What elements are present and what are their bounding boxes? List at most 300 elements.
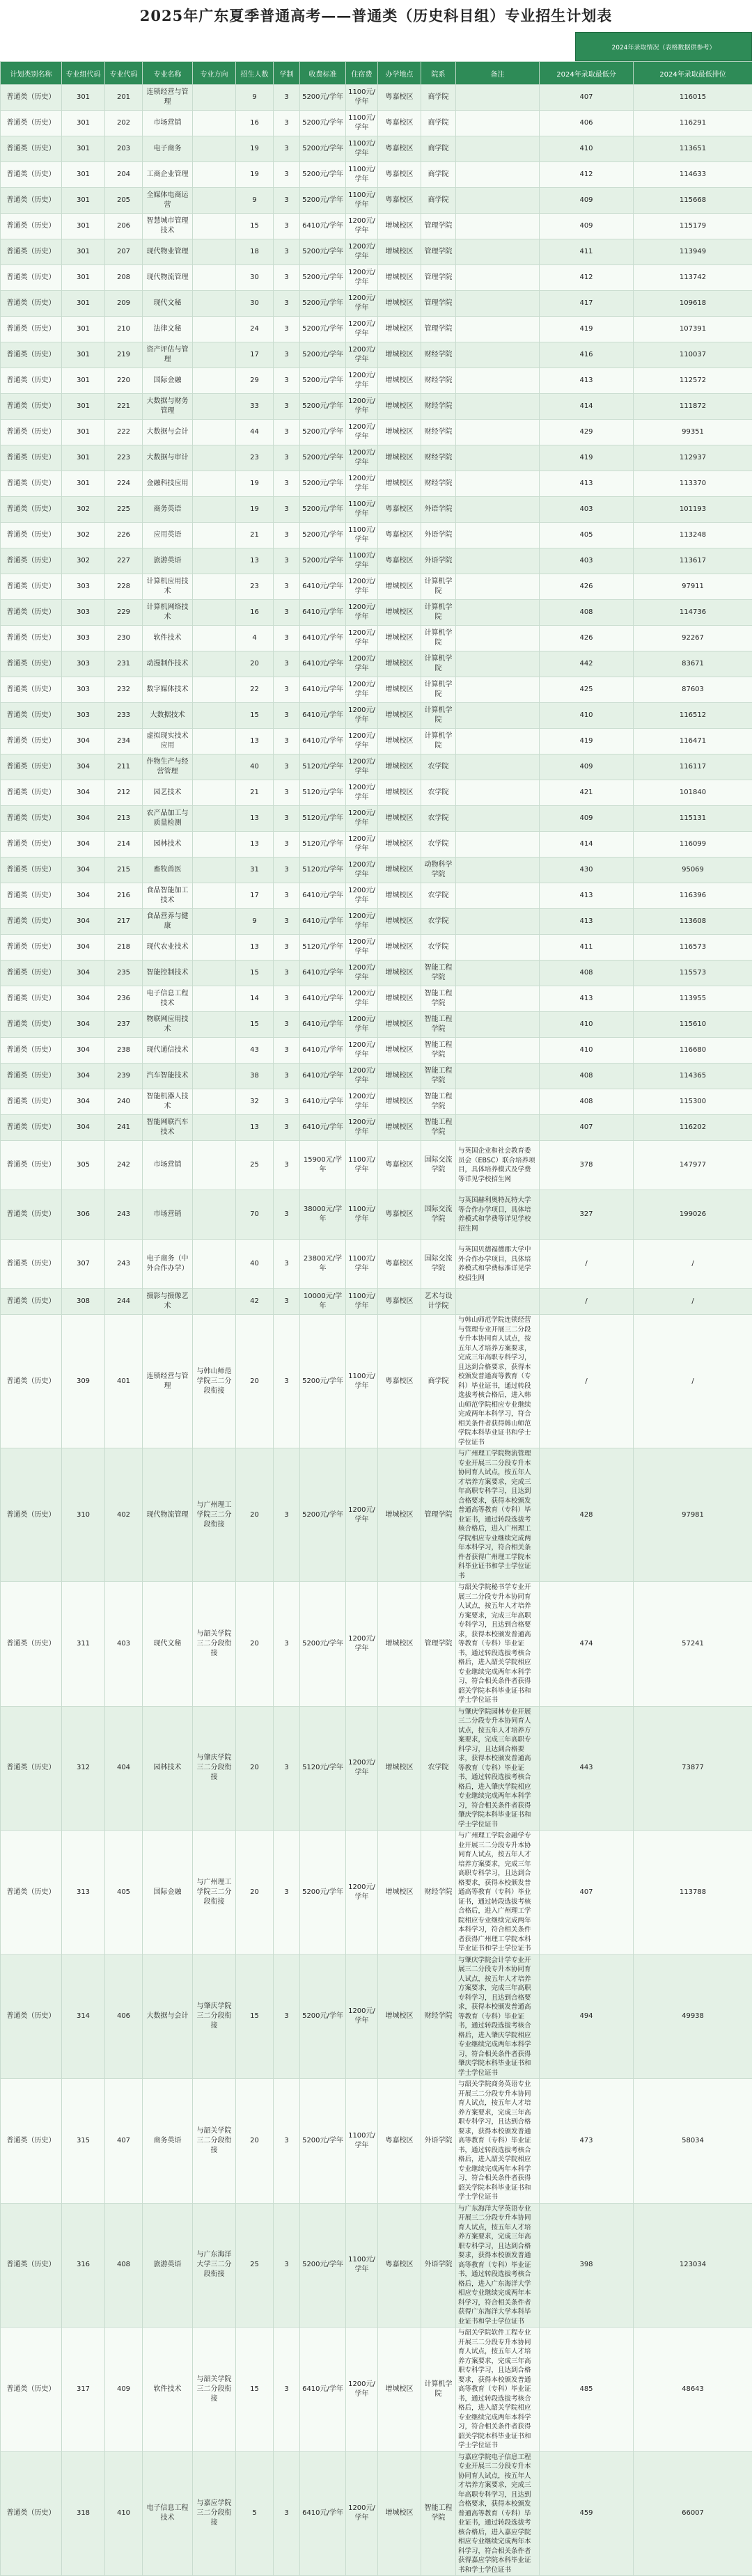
note-cell bbox=[456, 858, 540, 883]
table-cell: 223 bbox=[105, 445, 143, 471]
table-cell: 442 bbox=[540, 651, 634, 677]
table-row bbox=[1, 445, 752, 471]
table-cell: 5200元/学年 bbox=[300, 342, 346, 368]
table-cell: 5200元/学年 bbox=[300, 523, 346, 548]
table-cell: 粤嘉校区 bbox=[378, 2203, 421, 2328]
table-cell bbox=[193, 626, 236, 651]
table-cell: 412 bbox=[540, 162, 634, 188]
table-cell: 增城校区 bbox=[378, 600, 421, 626]
table-cell: 38 bbox=[236, 1064, 274, 1089]
table-cell: 3 bbox=[274, 832, 300, 858]
table-row bbox=[1, 806, 752, 832]
table-cell: 474 bbox=[540, 1582, 634, 1707]
table-cell: 增城校区 bbox=[378, 1582, 421, 1707]
table-cell: 430 bbox=[540, 858, 634, 883]
note-cell: 与肇庆学院会计学专业开展三二分段专升本协同育人试点，按五年人才培养方案要求，完成三年高职专科学习，且达到合格要求，获得本校颁发普通高等教育（专科）毕业证书，通过转段选拔考核合格后，进入肇庆学院相应专业继续完成两年本科学习，符合相关条件者获得肇庆学院本科毕业证书和学士学位证书 bbox=[456, 1954, 540, 2079]
table-cell: 398 bbox=[540, 2203, 634, 2328]
note-cell: 与广东海洋大学英语专业开展三二分段专升本协同育人试点，按五年人才培养方案要求，完成三年高职专科学习，且达到合格要求，获得本校颁发普通高等教育（专科）毕业证书，通过转段选拔考核合格后，进入广东海洋大学相应专业继续完成两年本科学习，符合相关条件者获得广东海洋大学本科毕业证书和学士学位证书 bbox=[456, 2203, 540, 2328]
table-row bbox=[1, 1038, 752, 1064]
table-cell: 417 bbox=[540, 291, 634, 317]
table-cell: 15 bbox=[236, 961, 274, 986]
table-cell: 25 bbox=[236, 1141, 274, 1190]
table-row bbox=[1, 883, 752, 909]
table-cell: 407 bbox=[540, 1831, 634, 1955]
table-cell: 与广东海洋大学三二分段衔接 bbox=[193, 2203, 236, 2328]
table-cell: 1200元/学年 bbox=[346, 1831, 378, 1955]
table-cell: 1200元/学年 bbox=[346, 1038, 378, 1064]
table-cell: 304 bbox=[62, 754, 105, 780]
table-cell bbox=[193, 239, 236, 265]
table-cell: 116680 bbox=[634, 1038, 752, 1064]
column-header: 住宿费 bbox=[346, 62, 378, 85]
table-cell: 外语学院 bbox=[421, 548, 456, 574]
table-cell: 115573 bbox=[634, 961, 752, 986]
table-cell: 3 bbox=[274, 1831, 300, 1955]
table-cell: 智能工程学院 bbox=[421, 1089, 456, 1115]
table-cell: 73877 bbox=[634, 1706, 752, 1831]
table-cell: 237 bbox=[105, 1012, 143, 1038]
table-cell: 管理学院 bbox=[421, 1448, 456, 1582]
note-cell bbox=[456, 471, 540, 497]
note-cell bbox=[456, 317, 540, 342]
table-cell: 304 bbox=[62, 858, 105, 883]
table-cell bbox=[193, 986, 236, 1012]
table-cell: 1200元/学年 bbox=[346, 2451, 378, 2576]
table-cell: 20 bbox=[236, 1706, 274, 1831]
table-cell: 现代文秘 bbox=[143, 1582, 193, 1707]
table-cell: 220 bbox=[105, 368, 143, 394]
table-cell: 1200元/学年 bbox=[346, 832, 378, 858]
table-cell: 236 bbox=[105, 986, 143, 1012]
table-cell: 国际交流学院 bbox=[421, 1240, 456, 1289]
table-cell: 计算机学院 bbox=[421, 651, 456, 677]
table-cell: 304 bbox=[62, 1064, 105, 1089]
table-cell: 普通类（历史） bbox=[1, 1141, 62, 1190]
table-cell: 9 bbox=[236, 909, 274, 935]
table-cell: 405 bbox=[540, 523, 634, 548]
table-cell: 普通类（历史） bbox=[1, 858, 62, 883]
table-cell: 计算机学院 bbox=[421, 2328, 456, 2452]
table-cell: 与韶关学院三二分段衔接 bbox=[193, 2328, 236, 2452]
table-row bbox=[1, 1289, 752, 1315]
note-cell bbox=[456, 394, 540, 420]
note-cell bbox=[456, 883, 540, 909]
table-row bbox=[1, 729, 752, 754]
note-cell: 与韶关学院商务英语专业开展三二分段专升本协同育人试点，按五年人才培养方案要求，完成三年高职专科学习，且达到合格要求，获得本校颁发普通高等教育（专科）毕业证书，通过转段选拔考核合格后，进入韶关学院相应专业继续完成两年本科学习，符合相关条件者获得韶关学院本科毕业证书和学士学位证书 bbox=[456, 2079, 540, 2204]
table-cell: 1100元/学年 bbox=[346, 85, 378, 111]
table-cell: 3 bbox=[274, 394, 300, 420]
table-cell: 普通类（历史） bbox=[1, 291, 62, 317]
table-cell: 225 bbox=[105, 497, 143, 523]
note-cell bbox=[456, 832, 540, 858]
table-cell: 303 bbox=[62, 651, 105, 677]
note-cell bbox=[456, 626, 540, 651]
table-cell: 15 bbox=[236, 1012, 274, 1038]
table-cell: 411 bbox=[540, 239, 634, 265]
table-cell: 301 bbox=[62, 265, 105, 291]
table-cell: 增城校区 bbox=[378, 1831, 421, 1955]
table-cell: 40 bbox=[236, 754, 274, 780]
table-cell: 农学院 bbox=[421, 754, 456, 780]
table-cell: 1200元/学年 bbox=[346, 1089, 378, 1115]
table-cell: 旅游英语 bbox=[143, 2203, 193, 2328]
note-cell bbox=[456, 651, 540, 677]
table-cell: 粤嘉校区 bbox=[378, 162, 421, 188]
table-cell: 农学院 bbox=[421, 806, 456, 832]
table-cell: 410 bbox=[540, 1012, 634, 1038]
table-cell: 普通类（历史） bbox=[1, 368, 62, 394]
table-cell: 226 bbox=[105, 523, 143, 548]
table-cell bbox=[193, 471, 236, 497]
table-cell: 1200元/学年 bbox=[346, 1954, 378, 2079]
note-cell bbox=[456, 1289, 540, 1315]
table-cell: 217 bbox=[105, 909, 143, 935]
table-cell: 428 bbox=[540, 1448, 634, 1582]
table-cell: 58034 bbox=[634, 2079, 752, 2204]
table-cell bbox=[193, 883, 236, 909]
table-cell: 38000元/学年 bbox=[300, 1190, 346, 1240]
table-cell: 5200元/学年 bbox=[300, 188, 346, 214]
table-cell: 农学院 bbox=[421, 1706, 456, 1831]
table-row bbox=[1, 961, 752, 986]
table-cell bbox=[193, 445, 236, 471]
table-cell: 财经学院 bbox=[421, 471, 456, 497]
table-row bbox=[1, 368, 752, 394]
table-cell: 3 bbox=[274, 1582, 300, 1707]
table-cell: 增城校区 bbox=[378, 1064, 421, 1089]
column-header: 2024年录取最低排位 bbox=[634, 62, 752, 85]
table-cell: 物联网应用技术 bbox=[143, 1012, 193, 1038]
table-cell: 312 bbox=[62, 1706, 105, 1831]
table-cell: 459 bbox=[540, 2451, 634, 2576]
note-cell bbox=[456, 935, 540, 961]
note-row bbox=[0, 32, 752, 61]
table-cell bbox=[193, 651, 236, 677]
table-cell: 410 bbox=[540, 703, 634, 729]
table-cell: 23800元/学年 bbox=[300, 1240, 346, 1289]
table-cell: 115668 bbox=[634, 188, 752, 214]
table-cell bbox=[193, 291, 236, 317]
table-cell: 6410元/学年 bbox=[300, 703, 346, 729]
table-cell: 1200元/学年 bbox=[346, 1706, 378, 1831]
table-cell: 19 bbox=[236, 162, 274, 188]
table-cell bbox=[193, 497, 236, 523]
table-cell: 219 bbox=[105, 342, 143, 368]
table-cell: 增城校区 bbox=[378, 832, 421, 858]
table-cell: 国际交流学院 bbox=[421, 1141, 456, 1190]
note-cell bbox=[456, 1064, 540, 1089]
table-cell: 13 bbox=[236, 935, 274, 961]
table-cell bbox=[193, 909, 236, 935]
table-cell: 商学院 bbox=[421, 111, 456, 136]
note-cell bbox=[456, 754, 540, 780]
table-cell: 5200元/学年 bbox=[300, 420, 346, 445]
table-cell: 413 bbox=[540, 883, 634, 909]
table-cell: 5200元/学年 bbox=[300, 548, 346, 574]
table-cell: 现代文秘 bbox=[143, 291, 193, 317]
note-cell bbox=[456, 909, 540, 935]
table-cell: 增城校区 bbox=[378, 961, 421, 986]
table-cell: 粤嘉校区 bbox=[378, 548, 421, 574]
table-cell: 13 bbox=[236, 548, 274, 574]
table-cell: 57241 bbox=[634, 1582, 752, 1707]
table-cell: 普通类（历史） bbox=[1, 471, 62, 497]
table-cell: 425 bbox=[540, 677, 634, 703]
table-cell: 1200元/学年 bbox=[346, 729, 378, 754]
table-cell: 6410元/学年 bbox=[300, 961, 346, 986]
table-cell: 国际金融 bbox=[143, 368, 193, 394]
table-cell bbox=[193, 935, 236, 961]
table-cell: 6410元/学年 bbox=[300, 600, 346, 626]
table-cell: 普通类（历史） bbox=[1, 420, 62, 445]
table-cell: 302 bbox=[62, 497, 105, 523]
table-row bbox=[1, 986, 752, 1012]
table-row bbox=[1, 394, 752, 420]
table-cell: 21 bbox=[236, 523, 274, 548]
table-row bbox=[1, 471, 752, 497]
table-cell: 214 bbox=[105, 832, 143, 858]
table-cell: 123034 bbox=[634, 2203, 752, 2328]
table-cell: 增城校区 bbox=[378, 651, 421, 677]
table-cell: 114365 bbox=[634, 1064, 752, 1089]
table-cell: 智慧城市管理技术 bbox=[143, 214, 193, 239]
table-cell: 302 bbox=[62, 523, 105, 548]
table-cell: 计算机学院 bbox=[421, 677, 456, 703]
table-cell: 407 bbox=[105, 2079, 143, 2204]
table-cell: 10000元/学年 bbox=[300, 1289, 346, 1315]
table-cell: 6410元/学年 bbox=[300, 883, 346, 909]
table-cell: 1200元/学年 bbox=[346, 574, 378, 600]
table-cell: 301 bbox=[62, 342, 105, 368]
table-cell: 304 bbox=[62, 1089, 105, 1115]
table-cell: 3 bbox=[274, 368, 300, 394]
table-cell: 409 bbox=[540, 754, 634, 780]
table-cell: 农产品加工与质量检测 bbox=[143, 806, 193, 832]
table-cell: 财经学院 bbox=[421, 445, 456, 471]
table-cell: 5200元/学年 bbox=[300, 136, 346, 162]
table-cell: 1200元/学年 bbox=[346, 651, 378, 677]
table-cell: 智能控制技术 bbox=[143, 961, 193, 986]
table-cell: 普通类（历史） bbox=[1, 188, 62, 214]
table-cell: 429 bbox=[540, 420, 634, 445]
table-cell: 增城校区 bbox=[378, 729, 421, 754]
table-cell: 4 bbox=[236, 626, 274, 651]
table-cell: / bbox=[634, 1240, 752, 1289]
table-cell: 403 bbox=[540, 548, 634, 574]
table-cell: 301 bbox=[62, 394, 105, 420]
table-cell: 5200元/学年 bbox=[300, 1582, 346, 1707]
note-cell: 与英国企业和社会教育委员会（EBSC）联合培养项目，具体培养模式及学费等详见学校招生网 bbox=[456, 1141, 540, 1190]
table-cell: 5120元/学年 bbox=[300, 806, 346, 832]
table-cell: 作物生产与经营管理 bbox=[143, 754, 193, 780]
table-cell bbox=[193, 1115, 236, 1141]
table-cell: 1200元/学年 bbox=[346, 961, 378, 986]
column-header: 专业名称 bbox=[143, 62, 193, 85]
table-cell: 1200元/学年 bbox=[346, 1582, 378, 1707]
table-body bbox=[1, 85, 752, 2576]
table-cell: / bbox=[634, 1315, 752, 1448]
table-cell: 农学院 bbox=[421, 883, 456, 909]
table-cell: 3 bbox=[274, 651, 300, 677]
table-cell: 园林技术 bbox=[143, 832, 193, 858]
table-cell bbox=[193, 214, 236, 239]
table-cell: 普通类（历史） bbox=[1, 2451, 62, 2576]
table-cell: 普通类（历史） bbox=[1, 1582, 62, 1707]
table-cell: 113248 bbox=[634, 523, 752, 548]
table-cell: 207 bbox=[105, 239, 143, 265]
column-header: 学制 bbox=[274, 62, 300, 85]
table-cell: 113742 bbox=[634, 265, 752, 291]
table-cell: 管理学院 bbox=[421, 214, 456, 239]
table-cell: 普通类（历史） bbox=[1, 961, 62, 986]
table-cell: 115610 bbox=[634, 1012, 752, 1038]
table-cell: 115131 bbox=[634, 806, 752, 832]
table-cell: 普通类（历史） bbox=[1, 883, 62, 909]
table-cell: 资产评估与管理 bbox=[143, 342, 193, 368]
table-cell: 粤嘉校区 bbox=[378, 85, 421, 111]
note-cell bbox=[456, 574, 540, 600]
table-cell: 3 bbox=[274, 1448, 300, 1582]
table-cell: 1200元/学年 bbox=[346, 420, 378, 445]
table-cell: 204 bbox=[105, 162, 143, 188]
table-cell: 普通类（历史） bbox=[1, 265, 62, 291]
table-cell: 403 bbox=[540, 497, 634, 523]
table-cell: 304 bbox=[62, 883, 105, 909]
table-cell: 增城校区 bbox=[378, 342, 421, 368]
table-cell: 327 bbox=[540, 1190, 634, 1240]
table-cell: 财经学院 bbox=[421, 1831, 456, 1955]
table-cell: 113949 bbox=[634, 239, 752, 265]
table-cell: 238 bbox=[105, 1038, 143, 1064]
table-cell: 普通类（历史） bbox=[1, 1240, 62, 1289]
note-cell bbox=[456, 214, 540, 239]
table-row bbox=[1, 1582, 752, 1707]
table-cell: 1200元/学年 bbox=[346, 471, 378, 497]
table-cell: 5120元/学年 bbox=[300, 858, 346, 883]
table-cell bbox=[193, 600, 236, 626]
table-row bbox=[1, 188, 752, 214]
table-cell: 3 bbox=[274, 600, 300, 626]
table-row bbox=[1, 85, 752, 111]
table-cell: 30 bbox=[236, 291, 274, 317]
table-row bbox=[1, 626, 752, 651]
table-cell: 99351 bbox=[634, 420, 752, 445]
note-cell bbox=[456, 111, 540, 136]
table-cell: 普通类（历史） bbox=[1, 806, 62, 832]
table-cell: 5200元/学年 bbox=[300, 368, 346, 394]
table-cell: 410 bbox=[540, 1038, 634, 1064]
table-cell: 19 bbox=[236, 136, 274, 162]
table-cell: 311 bbox=[62, 1582, 105, 1707]
table-cell: 农学院 bbox=[421, 935, 456, 961]
table-cell: 计算机学院 bbox=[421, 626, 456, 651]
table-cell: 普通类（历史） bbox=[1, 1448, 62, 1582]
table-cell: 17 bbox=[236, 342, 274, 368]
table-cell: 313 bbox=[62, 1831, 105, 1955]
table-cell: 增城校区 bbox=[378, 317, 421, 342]
table-cell: 494 bbox=[540, 1954, 634, 2079]
table-row bbox=[1, 909, 752, 935]
note-cell bbox=[456, 600, 540, 626]
table-row bbox=[1, 1141, 752, 1190]
table-cell: 电子商务 bbox=[143, 136, 193, 162]
table-cell: 16 bbox=[236, 111, 274, 136]
table-row bbox=[1, 600, 752, 626]
table-cell: 412 bbox=[540, 265, 634, 291]
table-cell: 动物科学学院 bbox=[421, 858, 456, 883]
table-cell: 303 bbox=[62, 600, 105, 626]
note-cell bbox=[456, 1089, 540, 1115]
table-row bbox=[1, 1115, 752, 1141]
table-cell: 大数据与审计 bbox=[143, 445, 193, 471]
table-cell: 242 bbox=[105, 1141, 143, 1190]
table-cell: 3 bbox=[274, 420, 300, 445]
table-cell: 1100元/学年 bbox=[346, 1141, 378, 1190]
table-cell: 连锁经营与管理 bbox=[143, 1315, 193, 1448]
table-cell: 113955 bbox=[634, 986, 752, 1012]
table-cell: / bbox=[540, 1315, 634, 1448]
table-cell: 241 bbox=[105, 1115, 143, 1141]
table-cell: 虚拟现实技术应用 bbox=[143, 729, 193, 754]
table-cell: 408 bbox=[540, 1089, 634, 1115]
table-cell: 农学院 bbox=[421, 832, 456, 858]
table-cell: 3 bbox=[274, 2203, 300, 2328]
table-cell: 与肇庆学院三二分段衔接 bbox=[193, 1706, 236, 1831]
table-cell: 5200元/学年 bbox=[300, 85, 346, 111]
table-cell: 3 bbox=[274, 1240, 300, 1289]
table-cell: 116099 bbox=[634, 832, 752, 858]
table-cell: 23 bbox=[236, 574, 274, 600]
table-cell: 116291 bbox=[634, 111, 752, 136]
note-cell: 与英国赫利奥特瓦特大学等合作办学项目，具体培养模式和学费等详见学校招生网 bbox=[456, 1190, 540, 1240]
enrollment-plan-table bbox=[0, 61, 752, 2576]
table-cell: 33 bbox=[236, 394, 274, 420]
table-cell: 116573 bbox=[634, 935, 752, 961]
table-cell: 智能工程学院 bbox=[421, 2451, 456, 2576]
table-cell: 1100元/学年 bbox=[346, 1315, 378, 1448]
table-cell: 1200元/学年 bbox=[346, 883, 378, 909]
table-cell: 413 bbox=[540, 909, 634, 935]
table-cell: 商务英语 bbox=[143, 497, 193, 523]
table-row bbox=[1, 2079, 752, 2204]
table-row bbox=[1, 1190, 752, 1240]
table-cell: 法律文秘 bbox=[143, 317, 193, 342]
note-cell bbox=[456, 961, 540, 986]
table-cell: 现代物业管理 bbox=[143, 239, 193, 265]
table-cell: 3 bbox=[274, 754, 300, 780]
table-cell: 235 bbox=[105, 961, 143, 986]
table-cell: 1100元/学年 bbox=[346, 136, 378, 162]
note-cell bbox=[456, 986, 540, 1012]
table-cell: 410 bbox=[105, 2451, 143, 2576]
table-cell: 409 bbox=[540, 806, 634, 832]
table-cell: 增城校区 bbox=[378, 239, 421, 265]
table-row bbox=[1, 111, 752, 136]
table-cell: 3 bbox=[274, 265, 300, 291]
table-cell: 增城校区 bbox=[378, 909, 421, 935]
table-cell: 301 bbox=[62, 85, 105, 111]
table-row bbox=[1, 548, 752, 574]
table-cell bbox=[193, 342, 236, 368]
table-cell: 5200元/学年 bbox=[300, 1954, 346, 2079]
table-row bbox=[1, 136, 752, 162]
table-cell: 6410元/学年 bbox=[300, 1089, 346, 1115]
table-cell: 连锁经营与管理 bbox=[143, 85, 193, 111]
table-row bbox=[1, 1831, 752, 1955]
table-cell: 3 bbox=[274, 677, 300, 703]
table-cell: 粤嘉校区 bbox=[378, 1190, 421, 1240]
page-title: 2025年广东夏季普通高考——普通类（历史科目组）专业招生计划表 bbox=[0, 0, 752, 32]
